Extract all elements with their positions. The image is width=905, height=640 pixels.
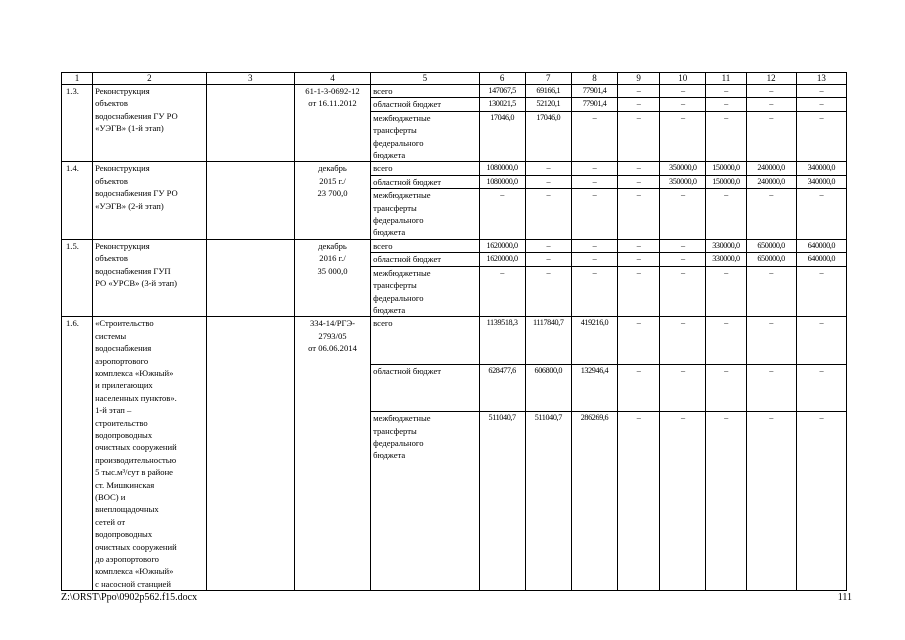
text-line: сетей от bbox=[95, 516, 126, 527]
text-line: (ВОС) и bbox=[95, 492, 126, 502]
amount-cell: 330000,0 bbox=[706, 239, 746, 252]
amount-cell: 77901,4 bbox=[571, 85, 617, 98]
column-number: 10 bbox=[660, 73, 706, 85]
amount-cell: – bbox=[618, 175, 660, 188]
text-line: трансферты bbox=[373, 125, 417, 136]
amount-cell: – bbox=[706, 189, 746, 240]
amount-cell: 340000,0 bbox=[796, 175, 846, 188]
text-line: очистных сооружений bbox=[95, 541, 177, 552]
text-line: всего bbox=[373, 163, 393, 174]
amount-cell: 650000,0 bbox=[746, 239, 796, 252]
text-line: 5 тыс.м³/сут в районе bbox=[95, 467, 173, 478]
amount-cell: 52120,1 bbox=[525, 98, 571, 111]
text-line: «УЭГВ» (1-й этап) bbox=[95, 123, 164, 134]
amount-cell: 650000,0 bbox=[746, 253, 796, 266]
table-row bbox=[62, 317, 847, 364]
amount-cell: – bbox=[618, 239, 660, 252]
amount-cell: – bbox=[618, 364, 660, 411]
amount-cell: – bbox=[660, 266, 706, 317]
amount-cell: 17046,0 bbox=[479, 111, 525, 162]
column-number-row bbox=[62, 73, 847, 85]
funding-source bbox=[371, 162, 479, 175]
text-line: РО «УРСВ» (3-й этап) bbox=[95, 278, 178, 289]
text-line: и прилегающих bbox=[95, 380, 153, 391]
amount-cell: – bbox=[618, 98, 660, 111]
document-reference bbox=[294, 162, 370, 239]
text-line: аэропортового bbox=[95, 355, 149, 366]
text-line: бюджета bbox=[373, 150, 406, 161]
amount-cell: 340000,0 bbox=[796, 162, 846, 175]
text-line: областной бюджет bbox=[373, 99, 442, 110]
amount-cell: – bbox=[796, 412, 846, 591]
item-number: 1.3. bbox=[62, 85, 93, 162]
amount-cell: – bbox=[618, 162, 660, 175]
amount-cell: – bbox=[660, 98, 706, 111]
column-number: 2 bbox=[93, 73, 206, 85]
amount-cell: – bbox=[660, 364, 706, 411]
amount-cell: 640000,0 bbox=[796, 239, 846, 252]
amount-cell: – bbox=[571, 175, 617, 188]
amount-cell: 511040,7 bbox=[479, 412, 525, 591]
file-path: Z:\ORST\Ppo\0902p562.f15.docx bbox=[61, 592, 198, 603]
text-line: трансферты bbox=[373, 280, 417, 291]
amount-cell: – bbox=[525, 253, 571, 266]
text-line: всего bbox=[373, 318, 393, 329]
amount-cell: 130021,5 bbox=[479, 98, 525, 111]
column-number: 3 bbox=[206, 73, 294, 85]
funding-source bbox=[371, 317, 479, 364]
funding-source bbox=[371, 266, 479, 317]
text-line: межбюджетные bbox=[373, 413, 431, 424]
amount-cell: 17046,0 bbox=[525, 111, 571, 162]
text-line: бюджета bbox=[373, 450, 406, 461]
text-line: водоснабжения bbox=[95, 343, 152, 354]
text-line: объектов bbox=[95, 98, 128, 109]
amount-cell: 1117840,7 bbox=[525, 317, 571, 364]
text-line: системы bbox=[95, 330, 127, 341]
text-line: трансферты bbox=[373, 425, 417, 436]
text-line: до аэропортового bbox=[95, 554, 159, 565]
amount-cell: 511040,7 bbox=[525, 412, 571, 591]
text-line: декабрь bbox=[318, 163, 347, 174]
text-line: 2015 г./ bbox=[319, 175, 346, 186]
text-line: водоснабжения ГУ РО bbox=[95, 188, 178, 199]
amount-cell: – bbox=[796, 317, 846, 364]
amount-cell: 77901,4 bbox=[571, 98, 617, 111]
amount-cell: – bbox=[796, 98, 846, 111]
amount-cell: 1139518,3 bbox=[479, 317, 525, 364]
text-line: «Строительство bbox=[95, 318, 154, 329]
amount-cell: – bbox=[571, 189, 617, 240]
amount-cell: – bbox=[706, 317, 746, 364]
amount-cell: – bbox=[746, 98, 796, 111]
amount-cell: – bbox=[618, 189, 660, 240]
amount-cell: 1620000,0 bbox=[479, 239, 525, 252]
amount-cell: – bbox=[571, 162, 617, 175]
text-line: населенных пунктов». bbox=[95, 392, 177, 403]
column-3-cell bbox=[206, 317, 294, 591]
amount-cell: – bbox=[660, 253, 706, 266]
column-3-cell bbox=[206, 85, 294, 162]
text-line: от 16.11.2012 bbox=[308, 98, 357, 109]
document-reference bbox=[294, 85, 370, 162]
text-line: производительностью bbox=[95, 454, 177, 465]
object-name bbox=[93, 239, 206, 316]
amount-cell: – bbox=[660, 189, 706, 240]
amount-cell: 150000,0 bbox=[706, 175, 746, 188]
text-line: федерального bbox=[373, 215, 424, 226]
amount-cell: – bbox=[746, 111, 796, 162]
object-name bbox=[93, 85, 206, 162]
program-table bbox=[61, 72, 847, 591]
funding-source bbox=[371, 98, 479, 111]
page-number: 111 bbox=[837, 592, 852, 603]
column-number: 13 bbox=[796, 73, 846, 85]
column-3-cell bbox=[206, 239, 294, 316]
amount-cell: 147067,5 bbox=[479, 85, 525, 98]
column-number: 12 bbox=[746, 73, 796, 85]
amount-cell: – bbox=[525, 189, 571, 240]
text-line: бюджета bbox=[373, 227, 406, 238]
text-line: объектов bbox=[95, 175, 128, 186]
amount-cell: – bbox=[746, 412, 796, 591]
column-number: 11 bbox=[706, 73, 746, 85]
text-line: комплекса «Южный» bbox=[95, 367, 174, 378]
text-line: 1-й этап – bbox=[95, 405, 132, 416]
text-line: трансферты bbox=[373, 202, 417, 213]
text-line: водопроводных bbox=[95, 429, 153, 440]
amount-cell: – bbox=[660, 317, 706, 364]
column-number: 9 bbox=[618, 73, 660, 85]
amount-cell: – bbox=[618, 266, 660, 317]
amount-cell: – bbox=[706, 266, 746, 317]
text-line: 2016 г./ bbox=[319, 253, 346, 264]
amount-cell: 286269,6 bbox=[571, 412, 617, 591]
text-line: от 06.06.2014 bbox=[308, 343, 357, 354]
text-line: Реконструкция bbox=[95, 163, 150, 174]
amount-cell: – bbox=[796, 111, 846, 162]
amount-cell: 240000,0 bbox=[746, 175, 796, 188]
funding-source bbox=[371, 175, 479, 188]
amount-cell: – bbox=[525, 162, 571, 175]
text-line: ст. Мишкинская bbox=[95, 479, 155, 490]
amount-cell: – bbox=[660, 85, 706, 98]
object-name bbox=[93, 162, 206, 239]
amount-cell: – bbox=[479, 189, 525, 240]
amount-cell: 69166,1 bbox=[525, 85, 571, 98]
text-line: Реконструкция bbox=[95, 86, 150, 96]
amount-cell: – bbox=[746, 317, 796, 364]
amount-cell: – bbox=[706, 364, 746, 411]
item-number: 1.6. bbox=[62, 317, 93, 591]
text-line: 61-1-3-0692-12 bbox=[305, 86, 360, 96]
amount-cell: – bbox=[618, 111, 660, 162]
text-line: федерального bbox=[373, 437, 424, 448]
amount-cell: 240000,0 bbox=[746, 162, 796, 175]
text-line: 23 700,0 bbox=[317, 188, 348, 199]
funding-source bbox=[371, 85, 479, 98]
amount-cell: – bbox=[796, 85, 846, 98]
text-line: бюджета bbox=[373, 304, 406, 315]
amount-cell: – bbox=[618, 85, 660, 98]
amount-cell: 419216,0 bbox=[571, 317, 617, 364]
table-row bbox=[62, 162, 847, 175]
text-line: 2793/05 bbox=[318, 330, 347, 341]
text-line: объектов bbox=[95, 253, 128, 264]
column-number: 8 bbox=[571, 73, 617, 85]
text-line: водоснабжения ГУП bbox=[95, 265, 171, 276]
amount-cell: – bbox=[571, 239, 617, 252]
document-reference bbox=[294, 317, 370, 591]
column-number: 5 bbox=[371, 73, 479, 85]
column-number: 7 bbox=[525, 73, 571, 85]
table-row bbox=[62, 85, 847, 98]
amount-cell: – bbox=[618, 412, 660, 591]
amount-cell: 150000,0 bbox=[706, 162, 746, 175]
text-line: очистных сооружений bbox=[95, 442, 177, 453]
amount-cell: – bbox=[706, 412, 746, 591]
amount-cell: – bbox=[525, 239, 571, 252]
text-line: 35 000,0 bbox=[317, 265, 348, 276]
amount-cell: – bbox=[618, 317, 660, 364]
text-line: водоснабжения ГУ РО bbox=[95, 110, 178, 121]
amount-cell: – bbox=[746, 85, 796, 98]
amount-cell: – bbox=[571, 253, 617, 266]
text-line: областной бюджет bbox=[373, 365, 442, 376]
amount-cell: – bbox=[746, 364, 796, 411]
funding-source bbox=[371, 239, 479, 252]
amount-cell: – bbox=[660, 412, 706, 591]
text-line: комплекса «Южный» bbox=[95, 566, 174, 577]
text-line: областной бюджет bbox=[373, 254, 442, 265]
text-line: федерального bbox=[373, 137, 424, 148]
text-line: внеплощадочных bbox=[95, 504, 159, 515]
text-line: водопроводных bbox=[95, 529, 153, 540]
text-line: межбюджетные bbox=[373, 112, 431, 123]
document-page bbox=[61, 72, 847, 591]
amount-cell: – bbox=[796, 189, 846, 240]
amount-cell: – bbox=[746, 189, 796, 240]
amount-cell: – bbox=[706, 111, 746, 162]
text-line: декабрь bbox=[318, 240, 347, 251]
text-line: федерального bbox=[373, 292, 424, 303]
document-reference bbox=[294, 239, 370, 316]
amount-cell: 132946,4 bbox=[571, 364, 617, 411]
amount-cell: – bbox=[571, 266, 617, 317]
funding-source bbox=[371, 253, 479, 266]
amount-cell: 1080000,0 bbox=[479, 175, 525, 188]
funding-source bbox=[371, 111, 479, 162]
column-number: 6 bbox=[479, 73, 525, 85]
amount-cell: – bbox=[796, 364, 846, 411]
text-line: строительство bbox=[95, 417, 148, 428]
item-number: 1.5. bbox=[62, 239, 93, 316]
text-line: всего bbox=[373, 86, 393, 96]
column-number: 4 bbox=[294, 73, 370, 85]
text-line: всего bbox=[373, 240, 393, 251]
table-row bbox=[62, 239, 847, 252]
text-line: Реконструкция bbox=[95, 240, 150, 251]
amount-cell: 628477,6 bbox=[479, 364, 525, 411]
amount-cell: – bbox=[571, 111, 617, 162]
column-3-cell bbox=[206, 162, 294, 239]
amount-cell: – bbox=[746, 266, 796, 317]
amount-cell: – bbox=[479, 266, 525, 317]
amount-cell: – bbox=[525, 175, 571, 188]
amount-cell: 330000,0 bbox=[706, 253, 746, 266]
amount-cell: 350000,0 bbox=[660, 175, 706, 188]
amount-cell: 606800,0 bbox=[525, 364, 571, 411]
funding-source bbox=[371, 364, 479, 411]
amount-cell: – bbox=[525, 266, 571, 317]
amount-cell: – bbox=[706, 85, 746, 98]
amount-cell: 640000,0 bbox=[796, 253, 846, 266]
text-line: межбюджетные bbox=[373, 190, 431, 201]
amount-cell: – bbox=[660, 239, 706, 252]
amount-cell: 1080000,0 bbox=[479, 162, 525, 175]
object-name bbox=[93, 317, 206, 591]
funding-source bbox=[371, 189, 479, 240]
item-number: 1.4. bbox=[62, 162, 93, 239]
column-number: 1 bbox=[62, 73, 93, 85]
amount-cell: – bbox=[796, 266, 846, 317]
text-line: межбюджетные bbox=[373, 267, 431, 278]
text-line: «УЭГВ» (2-й этап) bbox=[95, 200, 164, 211]
funding-source bbox=[371, 412, 479, 591]
amount-cell: 350000,0 bbox=[660, 162, 706, 175]
text-line: с насосной станцией bbox=[95, 578, 171, 589]
amount-cell: – bbox=[706, 98, 746, 111]
amount-cell: – bbox=[660, 111, 706, 162]
text-line: областной бюджет bbox=[373, 176, 442, 187]
text-line: 334-14/РГЭ- bbox=[309, 318, 356, 329]
amount-cell: – bbox=[618, 253, 660, 266]
amount-cell: 1620000,0 bbox=[479, 253, 525, 266]
